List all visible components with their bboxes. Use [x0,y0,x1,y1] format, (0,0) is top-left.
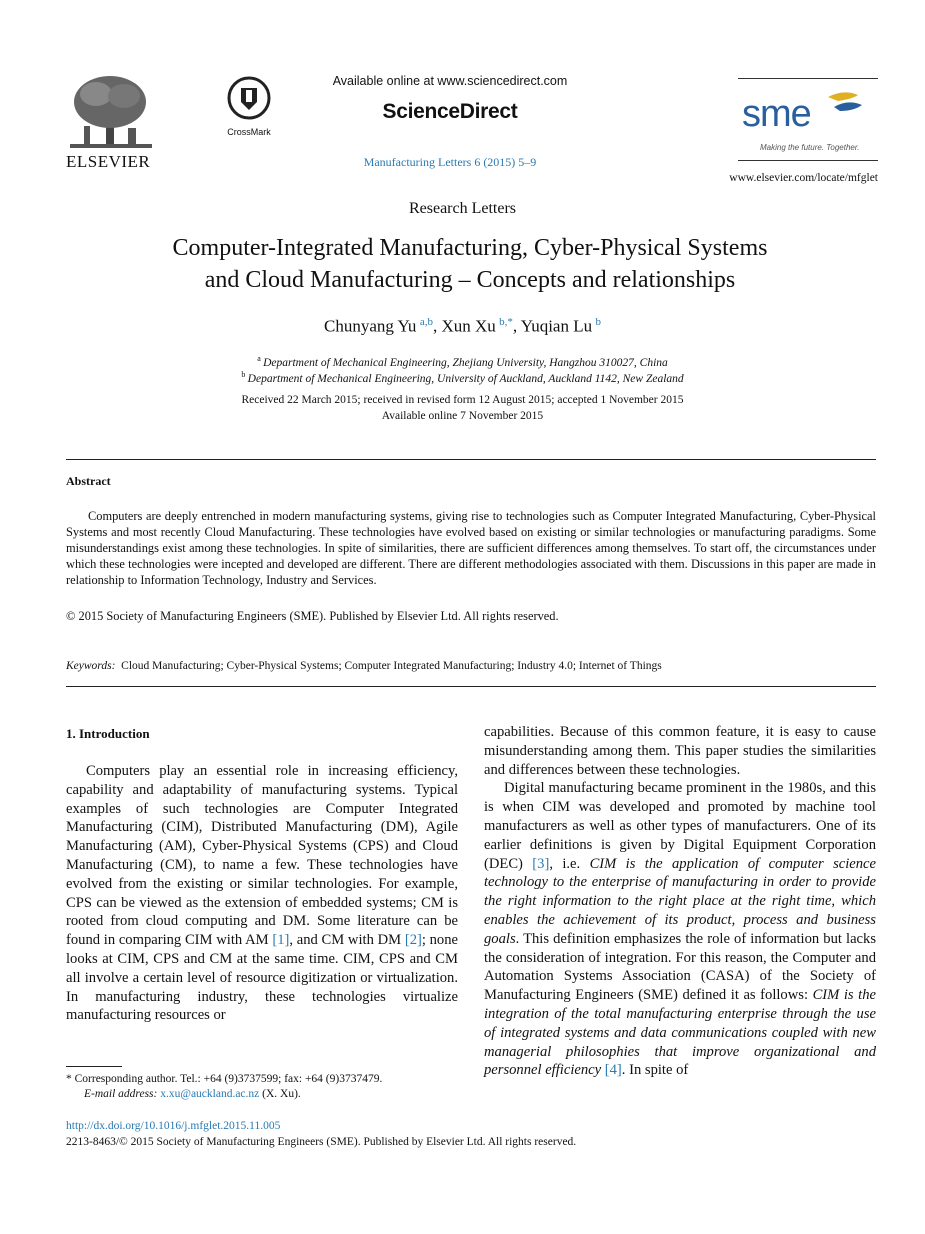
citation-link[interactable]: [2] [404,932,422,949]
citation-link[interactable]: [4] [604,1062,622,1079]
text-run: . In spite of [621,1062,689,1079]
author-separator: , [432,316,442,336]
affiliation-mark: b [241,370,246,379]
abstract-copyright: © 2015 Society of Manufacturing Engineers (SME). Published by Elsevier Ltd. All rights reserved. [66,609,559,623]
right-column [484,723,876,1080]
keywords-label: Keywords: [66,660,116,672]
author-name[interactable]: Chunyang Yu [324,316,417,336]
elsevier-wordmark: ELSEVIER [66,152,151,171]
keywords-text: Cloud Manufacturing; Cyber-Physical Systems; Computer Integrated Manufacturing; Industry 4.0; Internet of Things [121,660,662,672]
text-run: , and CM with DM [289,932,405,949]
text-run: Computers play an essential role in increasing efficiency, capability and adaptability of manufacturing systems. Typical examples of such technologies are Computer Integrated Manufacturing (CIM), Distributed Manufacturing (DM), Agile Manufacturing (AM), Cyber-Physical Systems (CPS) and Cloud Manufacturing (CM), to name a few. These technologies have evolved from the existing or similar technologies. For example, CPS can be viewed as the extension of embedded systems; CM is rooted from cloud computing and DM. Some literature can be found in comparing CIM with AM [66,763,458,949]
author-name[interactable]: Yuqian Lu [520,316,593,336]
article-title [60,232,880,296]
header-divider [738,160,878,161]
title-line-2: and Cloud Manufacturing – Concepts and relationships [204,267,736,293]
author-list [0,316,925,337]
article-section-type: Research Letters [408,200,517,217]
crossmark-badge[interactable] [224,76,274,137]
author-separator: , [512,316,521,336]
received-dates: Received 22 March 2015; received in revised form 12 August 2015; accepted 1 November 2015 [241,394,684,406]
abstract-body [66,508,876,588]
text-run: ; none looks at CIM, CPS and CM at the same time. CIM, CPS and CM all involve a certain level of resource digitization or virtualization. In manufacturing industry, these technologies virtualize manufacturing resources or [66,932,458,1024]
corresponding-author-note: * Corresponding author. Tel.: +64 (9)3737599; fax: +64 (9)3737479. [66,1073,383,1085]
abstract-paragraph: Computers are deeply entrenched in modern manufacturing systems, giving rise to technologies such as Computer Integrated Manufacturing, Cyber-Physical Systems and most recently Cloud Manufacturing. These technologies have evolved based on existing or similar technologies or manufacturing paradigms. Some misunderstandings exist among these technologies. In spite of similarities, there are sufficient differences among themselves. To start off, the circumstances under which these technologies were incepted and developed are different. There are different methodologies associated with them. Discussions in this paper are made in relationship to Information Technology, Industry and Services. [66,509,876,587]
left-column [66,762,458,1025]
definition-quote: CIM is the integration of the total manufacturing enterprise through the use of integrated systems and data communications coupled with new managerial philosophies that improve organizational and personnel efficiency [484,987,876,1079]
title-line-1: Computer-Integrated Manufacturing, Cyber-Physical Systems [172,235,768,261]
body-paragraph [484,779,876,1080]
affiliation-mark: a [257,354,261,363]
sme-swoosh-icon [824,89,864,119]
author-affil-mark[interactable]: a,b [419,316,433,328]
affiliation-text: Department of Mechanical Engineering, Zhejiang University, Hangzhou 310027, China [263,356,668,369]
journal-reference-link[interactable]: Manufacturing Letters 6 (2015) 5–9 [363,155,537,169]
body-paragraph: capabilities. Because of this common feature, it is easy to cause misunderstanding among them. This paper studies the similarities and differences between these technologies. [484,724,876,778]
crossmark-icon [227,76,271,120]
available-date: Available online 7 November 2015 [381,410,544,422]
sme-logo-text: sme [742,93,811,135]
email-note [84,1087,484,1102]
affiliation-b [0,370,925,385]
sciencedirect-logo: ScienceDirect [382,100,518,123]
text-run: , i.e. [549,855,590,872]
abstract-heading: Abstract [66,474,111,488]
issn-copyright: 2213-8463/© 2015 Society of Manufacturing Engineers (SME). Published by Elsevier Ltd. All rights reserved. [66,1136,577,1148]
affiliation-a [0,354,925,369]
email-suffix: (X. Xu). [262,1088,301,1100]
email-label: E-mail address: [84,1088,158,1100]
citation-link[interactable]: [3] [532,855,550,872]
email-link[interactable]: x.xu@auckland.ac.nz [160,1088,260,1100]
sme-logo [738,78,878,159]
definition-quote: CIM is the application of computer science technology to the enterprise of manufacturing in order to provide the right information to the right place at the right time, which enables the achievement of its product, process and business goals [484,855,877,947]
author-affil-mark[interactable]: b,* [499,316,513,328]
affiliation-text: Department of Mechanical Engineering, University of Auckland, Auckland 1142, New Zealand [247,372,684,385]
author-affil-mark[interactable]: b [595,316,601,328]
citation-link[interactable]: [1] [272,932,290,949]
body-paragraph [66,762,458,1025]
text-run: . This definition emphasizes the role of information but lacks the consideration of integration. For this reason, the Computer and Automation Systems Association (CASA) of the Society of Manufacturing Engineers (SME) defined it as follows: [484,930,876,1004]
keywords [66,660,876,672]
sme-tagline: Making the future. Together. [760,143,860,152]
keywords-bottom-rule [66,686,876,687]
footnote-rule [66,1066,122,1067]
abstract-top-rule [66,459,876,460]
author-name[interactable]: Xun Xu [441,316,496,336]
doi-link[interactable]: http://dx.doi.org/10.1016/j.mfglet.2015.11.005 [66,1120,281,1132]
section-heading: 1. Introduction [66,726,150,741]
available-online: Available online at www.sciencedirect.com [332,74,568,88]
crossmark-label: CrossMark [227,127,271,137]
text-run: Digital manufacturing became prominent in the 1980s, and this is when CIM was developed and promoted by machine tool manufacturers as well as other types of manufacturers. One of its earlier definitions is given by Digital Equipment Corporation (DEC) [484,780,876,872]
journal-homepage-url[interactable]: www.elsevier.com/locate/mfglet [729,172,878,184]
